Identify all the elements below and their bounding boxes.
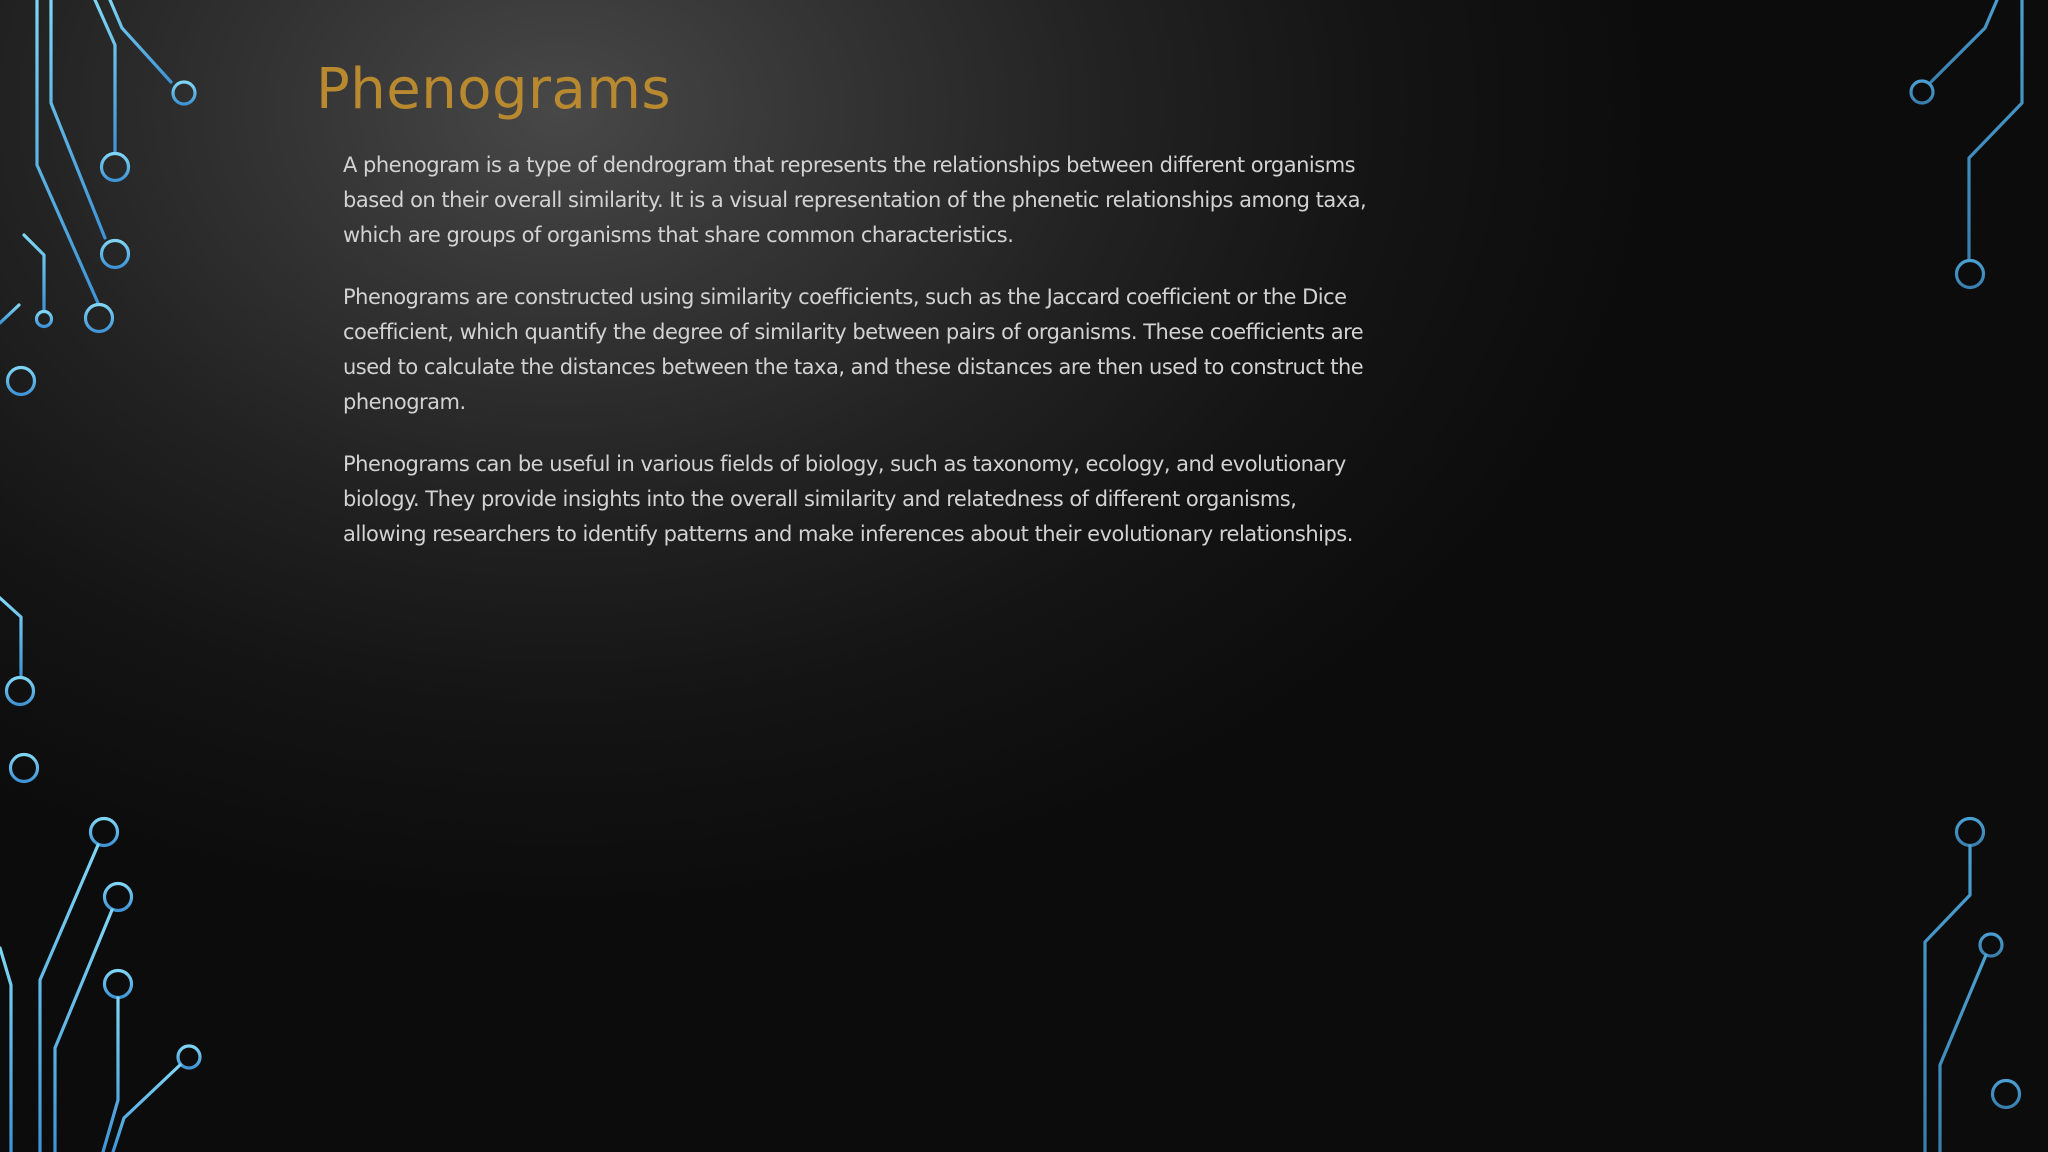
circuit-mid-left-icon	[0, 598, 34, 705]
paragraph-definition: A phenogram is a type of dendrogram that represents the relationships between different organisms based on their overall similarity. It is a visual representation of the phenetic relationships among taxa, which are groups of organisms that share common characteristics.	[343, 153, 1367, 247]
paragraph-applications: Phenograms can be useful in various fields of biology, such as taxonomy, ecology, and evolutionary biology. They provide insights into the overall similarity and relatedness of different organisms, allowing researchers to identify patterns and make inferences about their evolutionary relationships.	[343, 452, 1353, 546]
circuit-bottom-left-icon	[0, 755, 200, 1152]
circuit-top-left-icon	[0, 0, 195, 395]
circuit-top-right-icon	[1911, 0, 2022, 288]
circuit-bottom-right-icon	[1925, 819, 2020, 1152]
slide-body	[343, 148, 1373, 579]
paragraph-construction: Phenograms are constructed using similarity coefficients, such as the Jaccard coefficient or the Dice coefficient, which quantify the degree of similarity between pairs of organisms. These coefficients are used to calculate the distances between the taxa, and these distances are then used to construct the phenogram.	[343, 285, 1364, 414]
slide-title: Phenograms	[316, 57, 672, 122]
